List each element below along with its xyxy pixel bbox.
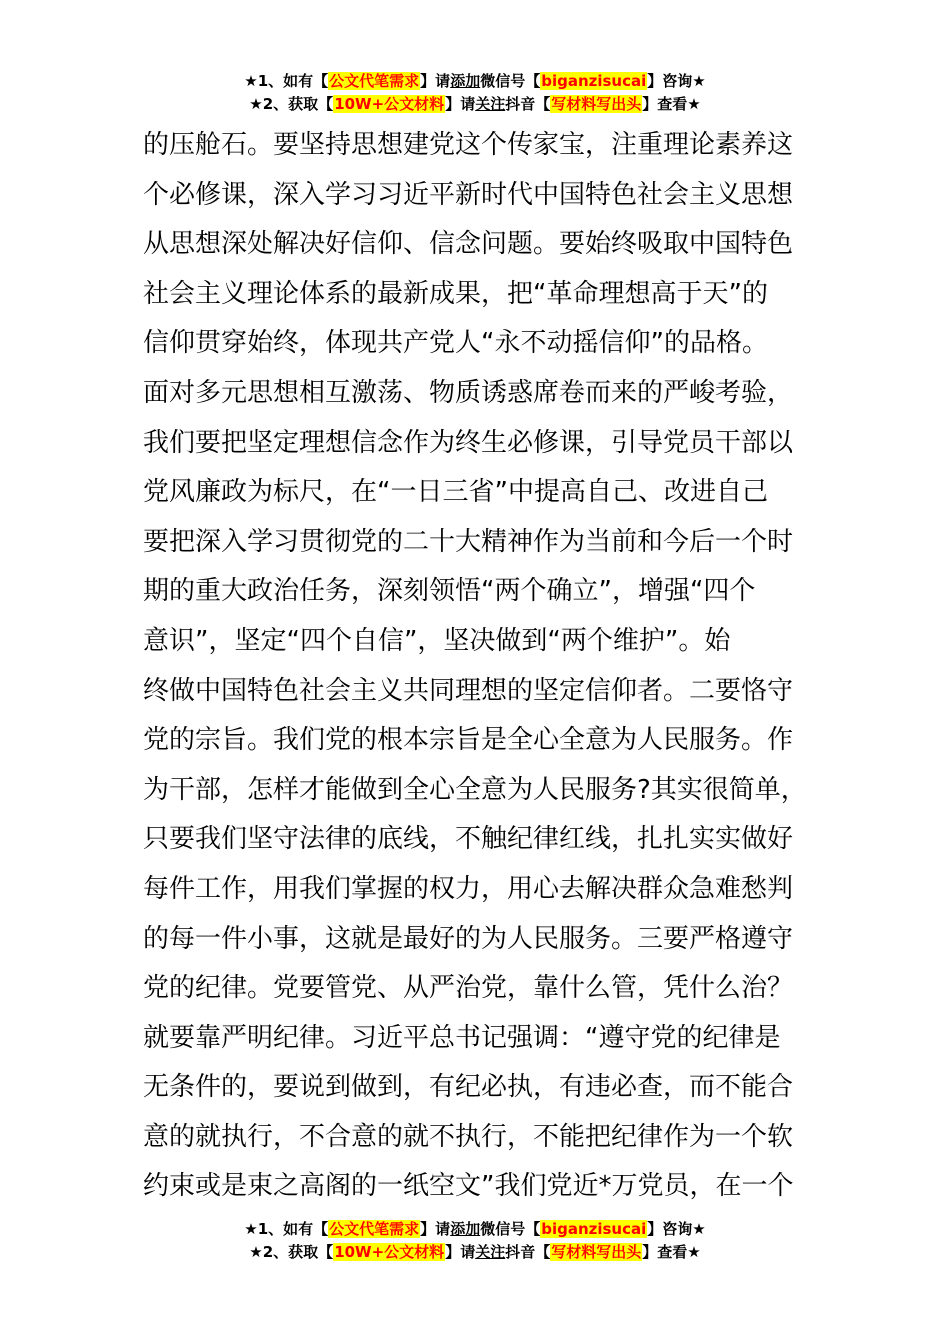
banner-highlight: 10W+公文材料 <box>334 1243 445 1261</box>
banner-text: 】请 <box>420 1220 451 1238</box>
banner-highlight: 公文代笔需求 <box>329 72 420 90</box>
banner-underline: 关注 <box>475 95 506 113</box>
banner-line-1 <box>0 1218 950 1241</box>
body-line: 意识”，坚定“四个自信”，坚决做到“两个维护”。始 <box>143 625 731 656</box>
banner-highlight-wechat-id: biganzisucai <box>541 72 647 90</box>
banner-text: ★1、如有【 <box>244 72 329 90</box>
banner-text: 】咨询★ <box>647 1220 706 1238</box>
body-line: 无条件的，要说到做到，有纪必执，有违必查，而不能合 <box>143 1072 794 1103</box>
banner-underline: 关注 <box>475 1243 506 1261</box>
document-body <box>143 121 813 1212</box>
body-line: 期的重大政治任务，深刻领悟“两个确立”，增强“四个 <box>143 576 756 607</box>
banner-text: 】咨询★ <box>647 72 706 90</box>
body-line: 约束或是束之高阁的一纸空文”我们党近*万党员，在一个 <box>143 1171 794 1202</box>
banner-text: 】查看★ <box>642 95 701 113</box>
banner-text: 抖音【 <box>505 95 551 113</box>
banner-text: 】查看★ <box>642 1243 701 1261</box>
banner-text: 微信号【 <box>480 1220 541 1238</box>
body-line: 面对多元思想相互激荡、物质诱惑席卷而来的严峻考验， <box>143 377 794 408</box>
header-banner <box>0 70 950 116</box>
banner-line-1 <box>0 70 950 93</box>
body-line: 意的就执行，不合意的就不执行，不能把纪律作为一个软 <box>143 1121 794 1152</box>
body-line: 个必修课，深入学习习近平新时代中国特色社会主义思想 <box>143 179 794 210</box>
banner-text: ★2、获取【 <box>249 95 334 113</box>
body-line: 终做中国特色社会主义共同理想的坚定信仰者。二要恪守 <box>143 675 794 706</box>
banner-highlight-douyin-id: 写材料写出头 <box>551 1243 642 1261</box>
banner-underline: 添加 <box>450 1220 481 1238</box>
body-line: 社会主义理论体系的最新成果，把“革命理想高于天”的 <box>143 278 768 309</box>
banner-highlight-douyin-id: 写材料写出头 <box>551 95 642 113</box>
body-line: 每件工作，用我们掌握的权力，用心去解决群众急难愁判 <box>143 873 794 904</box>
body-line: 为干部，怎样才能做到全心全意为人民服务?其实很简单， <box>143 774 807 805</box>
banner-text: ★1、如有【 <box>244 1220 329 1238</box>
banner-text: 抖音【 <box>505 1243 551 1261</box>
body-line: 只要我们坚守法律的底线，不触纪律红线，扎扎实实做好 <box>143 824 794 855</box>
body-line: 从思想深处解决好信仰、信念问题。要始终吸取中国特色 <box>143 229 794 260</box>
body-line: 就要靠严明纪律。习近平总书记强调：“遵守党的纪律是 <box>143 1022 781 1053</box>
body-line: 的压舱石。要坚持思想建党这个传家宝，注重理论素养这 <box>143 130 794 160</box>
banner-highlight: 10W+公文材料 <box>334 95 445 113</box>
body-line: 党的宗旨。我们党的根本宗旨是全心全意为人民服务。作 <box>143 725 794 756</box>
banner-line-2 <box>0 93 950 116</box>
body-line: 党的纪律。党要管党、从严治党，靠什么管，凭什么治？ <box>143 973 794 1004</box>
banner-underline: 添加 <box>450 72 481 90</box>
banner-text: 微信号【 <box>480 72 541 90</box>
banner-text: 】请 <box>445 95 476 113</box>
body-line: 的每一件小事，这就是最好的为人民服务。三要严格遵守 <box>143 923 794 954</box>
body-line: 党风廉政为标尺，在“一日三省”中提高自己、改进自己 <box>143 477 768 508</box>
banner-text: 】请 <box>445 1243 476 1261</box>
body-line: 信仰贯穿始终，体现共产党人“永不动摇信仰”的品格。 <box>143 328 768 359</box>
banner-text: 】请 <box>420 72 451 90</box>
banner-highlight-wechat-id: biganzisucai <box>541 1220 647 1238</box>
banner-text: ★2、获取【 <box>249 1243 334 1261</box>
footer-banner <box>0 1218 950 1264</box>
banner-line-2 <box>0 1241 950 1264</box>
body-line: 要把深入学习贯彻党的二十大精神作为当前和今后一个时 <box>143 526 794 557</box>
banner-highlight: 公文代笔需求 <box>329 1220 420 1238</box>
body-line: 我们要把坚定理想信念作为终生必修课，引导党员干部以 <box>143 427 794 458</box>
